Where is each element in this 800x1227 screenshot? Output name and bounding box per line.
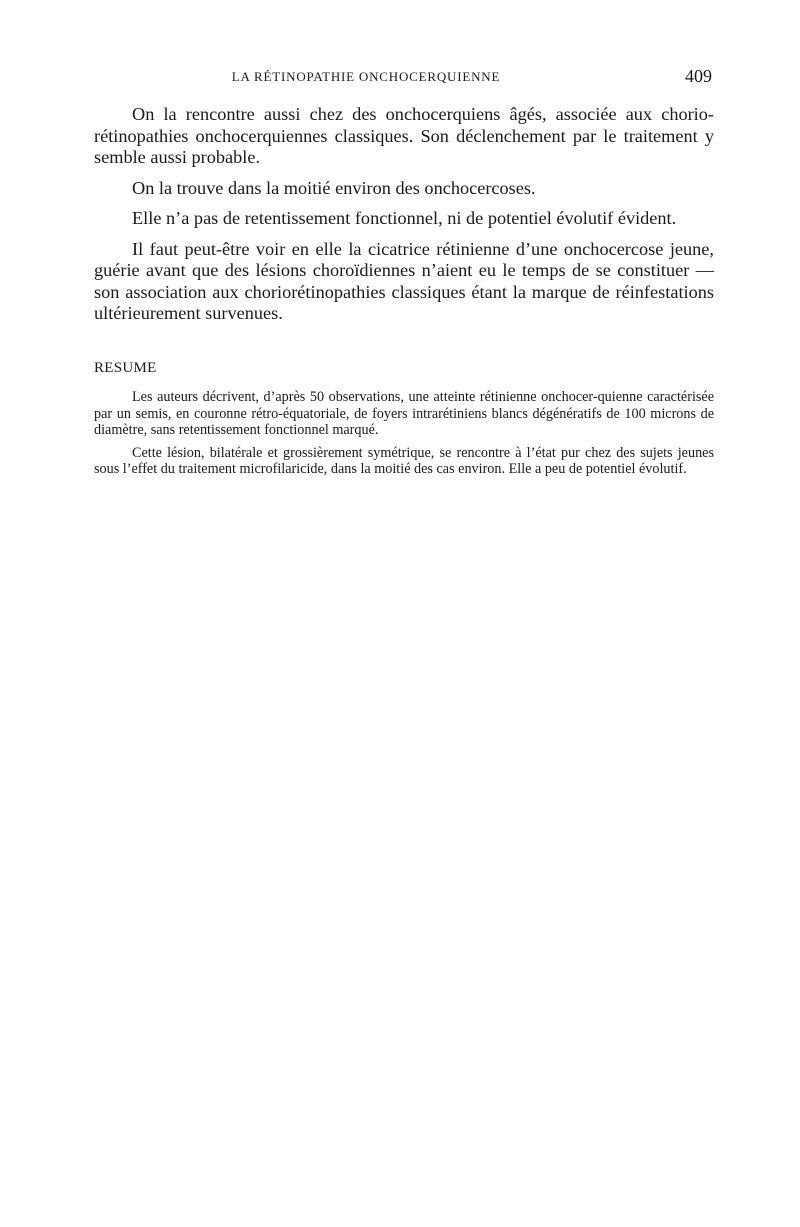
running-header [94, 66, 714, 90]
body-paragraph: Elle n’a pas de retentissement fonctionnel, ni de potentiel évolutif évident. [132, 208, 677, 228]
page-number: 409 [685, 66, 712, 86]
body-paragraph: On la rencontre aussi chez des onchocerquiens âgés, associée aux chorio-rétinopathies onchocerquiennes classiques. Son déclenchement par le traitement y semble aussi probable. [94, 104, 714, 167]
running-title: LA RÉTINOPATHIE ONCHOCERQUIENNE [231, 69, 501, 84]
resume-paragraph: Les auteurs décrivent, d’après 50 observations, une atteinte rétinienne onchocer-quienne caractérisée par un semis, en couronne rétro-équatoriale, de foyers intrarétiniens blancs dégénératifs de 100 microns de diamètre, sans retentissement fonctionnel marqué. [94, 389, 714, 438]
body-paragraph: Il faut peut-être voir en elle la cicatrice rétinienne d’une onchocercose jeune, guérie avant que des lésions choroïdiennes n’aient eu le temps de se constituer — son association aux choriorétinopathies classiques étant la marque de réinfestations ultérieurement survenues. [94, 238, 714, 323]
resume-section [94, 360, 714, 484]
resume-paragraph: Cette lésion, bilatérale et grossièrement symétrique, se rencontre à l’état pur chez des sujets jeunes sous l’effet du traitement microfilaricide, dans la moitié des cas environ. Elle a peu de potentiel évolutif. [94, 444, 714, 477]
resume-heading: RESUME [94, 360, 157, 376]
body-paragraph: On la trouve dans la moitié environ des onchocercoses. [132, 177, 536, 198]
body-text [94, 104, 714, 334]
